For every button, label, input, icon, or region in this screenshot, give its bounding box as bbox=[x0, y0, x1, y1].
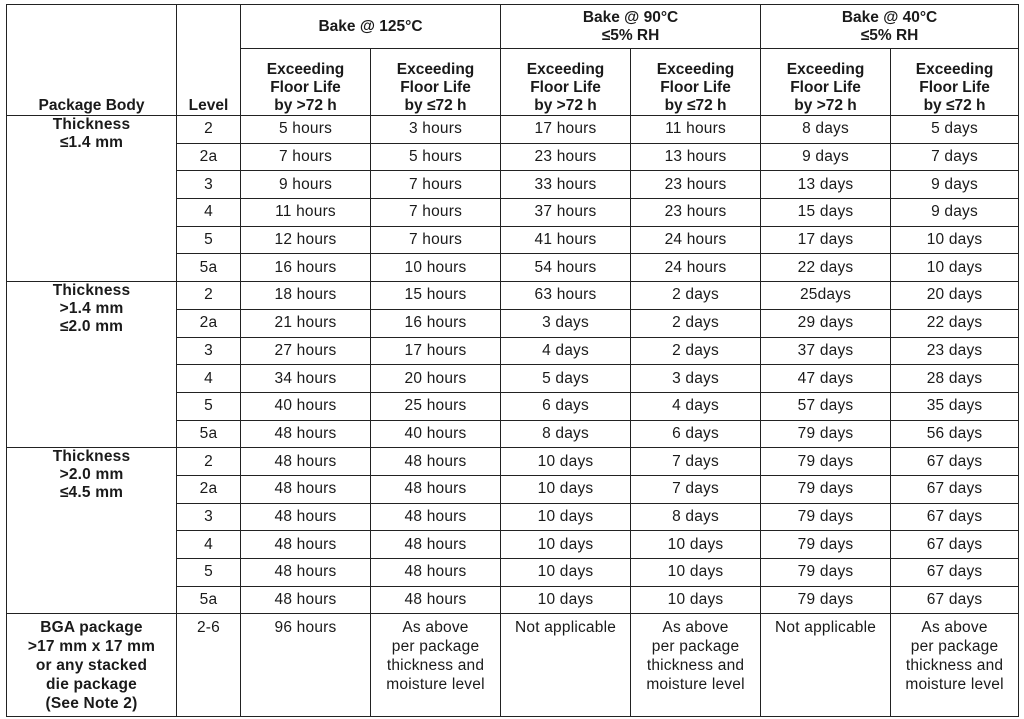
package-body-cell bbox=[7, 448, 177, 614]
bake-time-cell: 12 hours bbox=[241, 226, 371, 254]
bake-time-cell: 6 days bbox=[631, 420, 761, 448]
level-cell: 2-6 bbox=[177, 614, 241, 717]
bake-time-cell: 37 days bbox=[761, 337, 891, 365]
bake-time-cell: 67 days bbox=[891, 559, 1019, 587]
package-body-label: ≤4.5 mm bbox=[59, 484, 124, 502]
bake-time-cell: 10 days bbox=[501, 586, 631, 614]
bake-time-cell: 10 days bbox=[501, 531, 631, 559]
subheader-line: Floor Life bbox=[530, 79, 601, 96]
bake-time-cell: 13 days bbox=[761, 171, 891, 199]
subheader-40c-gt72 bbox=[761, 49, 891, 116]
bake-time-line: Not applicable bbox=[775, 619, 877, 637]
package-body-cell bbox=[7, 116, 177, 282]
subheader-90c-le72 bbox=[631, 49, 761, 116]
bake-time-line: 96 hours bbox=[274, 619, 337, 637]
bake-time-cell: 48 hours bbox=[241, 503, 371, 531]
bake-time-cell: 10 hours bbox=[371, 254, 501, 282]
bake-90c-title: Bake @ 90°C bbox=[582, 8, 679, 26]
bake-time-cell: 10 days bbox=[501, 475, 631, 503]
bake-time-line: thickness and bbox=[905, 657, 1004, 675]
bake-time-cell: 16 hours bbox=[371, 309, 501, 337]
subheader-line: by >72 h bbox=[534, 97, 597, 114]
bake-time-cell: 9 days bbox=[891, 171, 1019, 199]
bake-time-cell: 48 hours bbox=[241, 448, 371, 476]
bake-time-cell: 41 hours bbox=[501, 226, 631, 254]
bake-time-cell: 67 days bbox=[891, 448, 1019, 476]
package-body-label: >1.4 mm bbox=[59, 300, 124, 318]
package-body-header: Package Body bbox=[7, 5, 177, 116]
bake-time-cell: 48 hours bbox=[371, 531, 501, 559]
subheader-line: by >72 h bbox=[794, 97, 857, 114]
bake-time-cell: 3 days bbox=[501, 309, 631, 337]
bake-time-cell: 25days bbox=[761, 282, 891, 310]
bake-time-cell: 5 days bbox=[501, 365, 631, 393]
bake-time-cell: 3 days bbox=[631, 365, 761, 393]
subheader-line: Floor Life bbox=[400, 79, 471, 96]
bake-time-cell: 28 days bbox=[891, 365, 1019, 393]
bake-time-cell: 10 days bbox=[631, 531, 761, 559]
bake-time-cell: 10 days bbox=[501, 448, 631, 476]
bake-time-cell bbox=[761, 614, 891, 717]
bake-time-cell: 48 hours bbox=[371, 448, 501, 476]
level-cell: 3 bbox=[177, 171, 241, 199]
bake-time-cell: 48 hours bbox=[241, 475, 371, 503]
bake-time-cell: 5 days bbox=[891, 116, 1019, 144]
level-cell: 4 bbox=[177, 531, 241, 559]
bake-time-cell: 7 days bbox=[631, 448, 761, 476]
bake-time-cell: 10 days bbox=[891, 254, 1019, 282]
bake-time-cell: 10 days bbox=[631, 586, 761, 614]
bake-time-line: per package bbox=[910, 638, 999, 656]
bake-40c-header bbox=[761, 5, 1019, 49]
bake-time-cell: 15 hours bbox=[371, 282, 501, 310]
bake-time-cell: 2 days bbox=[631, 337, 761, 365]
table-row bbox=[7, 282, 1019, 310]
bake-40c-title: Bake @ 40°C bbox=[841, 8, 938, 26]
bake-time-cell: 63 hours bbox=[501, 282, 631, 310]
bake-time-cell: 9 days bbox=[761, 143, 891, 171]
subheader-line: Floor Life bbox=[660, 79, 731, 96]
bake-time-cell: 5 hours bbox=[241, 116, 371, 144]
bake-time-cell: 24 hours bbox=[631, 226, 761, 254]
level-cell: 5 bbox=[177, 559, 241, 587]
bake-time-cell: 48 hours bbox=[241, 559, 371, 587]
bake-time-cell: 10 days bbox=[501, 559, 631, 587]
bake-time-cell: 47 days bbox=[761, 365, 891, 393]
table-row bbox=[7, 448, 1019, 476]
bake-time-cell: 79 days bbox=[761, 559, 891, 587]
bake-90c-header bbox=[501, 5, 761, 49]
bake-time-cell: 5 hours bbox=[371, 143, 501, 171]
bake-time-cell: 8 days bbox=[761, 116, 891, 144]
bake-time-cell: 56 days bbox=[891, 420, 1019, 448]
bake-time-cell: 9 hours bbox=[241, 171, 371, 199]
bake-time-cell: 10 days bbox=[631, 559, 761, 587]
bake-time-cell: 23 hours bbox=[631, 199, 761, 227]
level-cell: 3 bbox=[177, 337, 241, 365]
level-header: Level bbox=[177, 5, 241, 116]
level-cell: 4 bbox=[177, 365, 241, 393]
package-body-label: or any stacked bbox=[35, 657, 148, 675]
bake-time-line: thickness and bbox=[386, 657, 485, 675]
bake-time-cell: 4 days bbox=[501, 337, 631, 365]
bake-time-cell: 4 days bbox=[631, 392, 761, 420]
bake-time-cell: 20 days bbox=[891, 282, 1019, 310]
subheader-line: by ≤72 h bbox=[664, 97, 727, 114]
bake-time-cell: 33 hours bbox=[501, 171, 631, 199]
package-body-label: die package bbox=[46, 676, 137, 694]
bake-time-cell: 7 hours bbox=[371, 226, 501, 254]
level-cell: 2 bbox=[177, 116, 241, 144]
subheader-90c-gt72 bbox=[501, 49, 631, 116]
bake-time-cell: 23 hours bbox=[631, 171, 761, 199]
level-cell: 2a bbox=[177, 143, 241, 171]
table-row bbox=[7, 116, 1019, 144]
bake-time-cell: 2 days bbox=[631, 282, 761, 310]
bake-time-line: thickness and bbox=[646, 657, 745, 675]
bake-time-cell: 79 days bbox=[761, 586, 891, 614]
bake-time-cell: 23 hours bbox=[501, 143, 631, 171]
bake-time-cell: 34 hours bbox=[241, 365, 371, 393]
bake-time-cell: 7 hours bbox=[241, 143, 371, 171]
package-body-label: ≤2.0 mm bbox=[59, 318, 124, 336]
subheader-line: Exceeding bbox=[526, 61, 605, 78]
level-cell: 5a bbox=[177, 420, 241, 448]
level-cell: 5a bbox=[177, 254, 241, 282]
bake-time-cell: 48 hours bbox=[371, 586, 501, 614]
bake-time-cell: 48 hours bbox=[241, 420, 371, 448]
bake-time-cell: 18 hours bbox=[241, 282, 371, 310]
bake-time-line: moisture level bbox=[646, 676, 745, 694]
package-body-cell bbox=[7, 282, 177, 448]
package-body-cell bbox=[7, 614, 177, 717]
level-cell: 2 bbox=[177, 282, 241, 310]
subheader-line: by ≤72 h bbox=[404, 97, 467, 114]
bake-time-cell: 2 days bbox=[631, 309, 761, 337]
subheader-125c-le72 bbox=[371, 49, 501, 116]
bake-time-cell: 40 hours bbox=[241, 392, 371, 420]
subheader-40c-le72 bbox=[891, 49, 1019, 116]
subheader-line: Exceeding bbox=[266, 61, 345, 78]
bake-time-line: Not applicable bbox=[515, 619, 617, 637]
level-cell: 2 bbox=[177, 448, 241, 476]
bake-time-cell: 17 hours bbox=[501, 116, 631, 144]
subheader-line: Exceeding bbox=[786, 61, 865, 78]
bake-time-table bbox=[6, 4, 1019, 717]
bake-time-line: moisture level bbox=[386, 676, 485, 694]
bake-time-line: As above bbox=[921, 619, 988, 637]
package-body-label: Thickness bbox=[52, 282, 131, 300]
package-body-label: >2.0 mm bbox=[59, 466, 124, 484]
subheader-line: Floor Life bbox=[919, 79, 990, 96]
bake-time-line: per package bbox=[651, 638, 740, 656]
bake-time-cell: 25 hours bbox=[371, 392, 501, 420]
subheader-line: Exceeding bbox=[396, 61, 475, 78]
bake-time-cell: 29 days bbox=[761, 309, 891, 337]
subheader-line: by >72 h bbox=[274, 97, 337, 114]
bake-time-cell: 79 days bbox=[761, 420, 891, 448]
bake-time-cell: 24 hours bbox=[631, 254, 761, 282]
package-body-label: Thickness bbox=[52, 448, 131, 466]
level-cell: 4 bbox=[177, 199, 241, 227]
bake-time-cell: 3 hours bbox=[371, 116, 501, 144]
subheader-line: Exceeding bbox=[656, 61, 735, 78]
bake-time-cell: 8 days bbox=[631, 503, 761, 531]
table-row-bga bbox=[7, 614, 1019, 717]
subheader-line: Exceeding bbox=[915, 61, 994, 78]
bake-time-cell: 79 days bbox=[761, 503, 891, 531]
bake-time-cell: 16 hours bbox=[241, 254, 371, 282]
bake-time-cell: 11 hours bbox=[241, 199, 371, 227]
bake-time-cell: 21 hours bbox=[241, 309, 371, 337]
bake-time-cell: 13 hours bbox=[631, 143, 761, 171]
bake-time-cell: 48 hours bbox=[371, 503, 501, 531]
bake-time-cell: 9 days bbox=[891, 199, 1019, 227]
package-body-label: ≤1.4 mm bbox=[59, 134, 124, 151]
bake-time-line: As above bbox=[402, 619, 469, 637]
bake-time-cell: 17 days bbox=[761, 226, 891, 254]
bake-time-cell: 7 hours bbox=[371, 199, 501, 227]
bake-time-line: moisture level bbox=[905, 676, 1004, 694]
bake-time-cell: 54 hours bbox=[501, 254, 631, 282]
subheader-line: Floor Life bbox=[790, 79, 861, 96]
bake-time-cell: 67 days bbox=[891, 586, 1019, 614]
subheader-line: Floor Life bbox=[270, 79, 341, 96]
bake-time-cell bbox=[501, 614, 631, 717]
level-cell: 3 bbox=[177, 503, 241, 531]
bake-time-cell: 7 days bbox=[891, 143, 1019, 171]
package-body-label: >17 mm x 17 mm bbox=[27, 638, 156, 656]
level-cell: 2a bbox=[177, 309, 241, 337]
bake-time-cell: 37 hours bbox=[501, 199, 631, 227]
bake-125c-header bbox=[241, 5, 501, 49]
bake-time-cell: 48 hours bbox=[241, 531, 371, 559]
level-cell: 5 bbox=[177, 392, 241, 420]
bake-40c-humidity: ≤5% RH bbox=[860, 26, 919, 44]
bake-time-cell: 67 days bbox=[891, 531, 1019, 559]
bake-time-cell: 79 days bbox=[761, 475, 891, 503]
bake-time-cell: 17 hours bbox=[371, 337, 501, 365]
bake-time-cell: 48 hours bbox=[371, 559, 501, 587]
bake-time-cell: 67 days bbox=[891, 475, 1019, 503]
bake-90c-humidity: ≤5% RH bbox=[601, 26, 660, 44]
bake-time-cell bbox=[241, 614, 371, 717]
bake-time-cell: 11 hours bbox=[631, 116, 761, 144]
bake-time-cell bbox=[631, 614, 761, 717]
level-cell: 5 bbox=[177, 226, 241, 254]
bake-time-cell: 6 days bbox=[501, 392, 631, 420]
package-body-label: (See Note 2) bbox=[45, 695, 138, 713]
subheader-125c-gt72 bbox=[241, 49, 371, 116]
subheader-line: by ≤72 h bbox=[923, 97, 986, 114]
bake-time-cell: 15 days bbox=[761, 199, 891, 227]
bake-time-cell: 48 hours bbox=[241, 586, 371, 614]
bake-time-cell: 35 days bbox=[891, 392, 1019, 420]
package-body-label: BGA package bbox=[40, 619, 143, 637]
bake-time-cell: 20 hours bbox=[371, 365, 501, 393]
bake-time-cell: 10 days bbox=[891, 226, 1019, 254]
bake-time-cell bbox=[891, 614, 1019, 717]
bake-time-cell: 27 hours bbox=[241, 337, 371, 365]
bake-125c-title: Bake @ 125°C bbox=[318, 17, 423, 35]
level-cell: 5a bbox=[177, 586, 241, 614]
bake-time-cell: 22 days bbox=[891, 309, 1019, 337]
bake-time-cell: 10 days bbox=[501, 503, 631, 531]
bake-time-cell: 57 days bbox=[761, 392, 891, 420]
bake-time-cell: 8 days bbox=[501, 420, 631, 448]
bake-time-cell: 22 days bbox=[761, 254, 891, 282]
bake-time-cell: 79 days bbox=[761, 531, 891, 559]
bake-time-line: As above bbox=[662, 619, 729, 637]
bake-time-cell: 67 days bbox=[891, 503, 1019, 531]
bake-time-cell: 7 hours bbox=[371, 171, 501, 199]
bake-time-cell: 48 hours bbox=[371, 475, 501, 503]
level-cell: 2a bbox=[177, 475, 241, 503]
bake-time-cell: 40 hours bbox=[371, 420, 501, 448]
package-body-label: Thickness bbox=[52, 116, 131, 133]
bake-time-cell: 79 days bbox=[761, 448, 891, 476]
bake-time-cell: 7 days bbox=[631, 475, 761, 503]
bake-time-line: per package bbox=[391, 638, 480, 656]
bake-time-cell bbox=[371, 614, 501, 717]
bake-time-cell: 23 days bbox=[891, 337, 1019, 365]
